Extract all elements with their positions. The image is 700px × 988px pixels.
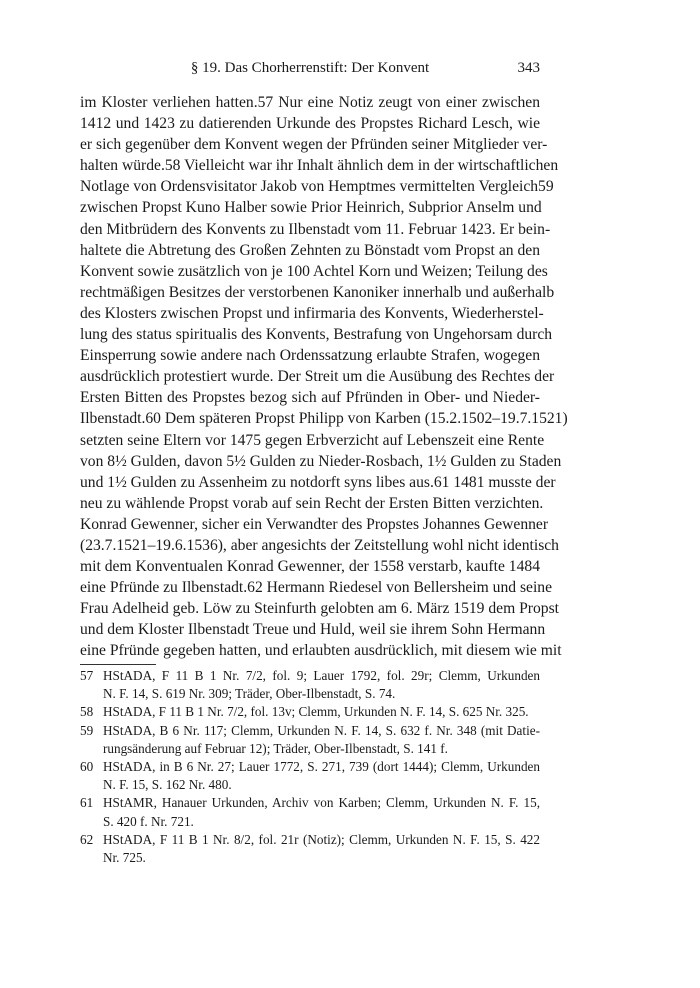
footnote-number: 59	[80, 722, 94, 738]
footnote-text: HStADA, B 6 Nr. 117; Clemm, Urkunden N. F. 14, S. 632 f. Nr. 348 (mit Datie-	[103, 722, 540, 738]
footnote-line	[80, 776, 540, 794]
footnote-number: 57	[80, 668, 94, 683]
text-line: er sich gegenüber dem Konvent wegen der Pfründen seiner Mitglieder ver-	[80, 136, 548, 154]
footnote-line	[80, 703, 540, 721]
text-line: Notlage von Ordensvisitator Jakob von Hemptmes vermittelten Vergleich59	[80, 178, 554, 196]
running-head-title: § 19. Das Chorherrenstift: Der Konvent	[190, 60, 430, 76]
text-line: (23.7.1521–19.6.1536), aber angesichts der Zeitstellung wohl nicht identisch	[80, 536, 559, 554]
text-line: Konrad Gewenner, sicher ein Verwandter des Propstes Johannes Gewenner	[80, 515, 549, 533]
footnote-line	[80, 813, 540, 831]
footnote-line	[80, 758, 540, 776]
text-line: setzten seine Eltern vor 1475 gegen Erbverzicht auf Lebenszeit eine Rente	[80, 431, 545, 449]
footnote-text: HStADA, F 11 B 1 Nr. 7/2, fol. 13v; Clemm, Urkunden N. F. 14, S. 625 Nr. 325.	[103, 704, 529, 720]
text-line: zwischen Propst Kuno Halber sowie Prior Heinrich, Subprior Anselm und	[80, 199, 542, 217]
footnote-text: HStADA, in B 6 Nr. 27; Lauer 1772, S. 271, 739 (dort 1444); Clemm, Urkunden	[103, 758, 540, 774]
footnote-text: N. F. 14, S. 619 Nr. 309; Träder, Ober-Ilbenstadt, S. 74.	[103, 686, 396, 702]
text-line: des Klosters zwischen Propst und infirmaria des Konvents, Wiederherstel-	[80, 304, 544, 322]
footnote-line	[80, 831, 540, 849]
footnote-line	[80, 667, 540, 685]
footnote-number: 62	[80, 831, 94, 847]
footnote-text: N. F. 15, S. 162 Nr. 480.	[103, 777, 232, 793]
text-line: und dem Kloster Ilbenstadt Treue und Huld, weil sie ihrem Sohn Hermann	[80, 621, 546, 639]
footnotes	[80, 667, 540, 867]
footnote-line	[80, 849, 540, 867]
page-number: 343	[517, 60, 540, 76]
footnote-text: rungsänderung auf Februar 12); Träder, Ober-Ilbenstadt, S. 141 f.	[103, 740, 448, 756]
text-line: eine Pfründe gegeben hatten, und erlaubten ausdrücklich, mit diesem wie mit	[80, 642, 562, 660]
footnote-line	[80, 685, 540, 703]
text-line: im Kloster verliehen hatten.57 Nur eine Notiz zeugt von einer zwischen	[80, 94, 540, 111]
text-line: und 1½ Gulden zu Assenheim zu notdorft syns libes aus.61 1481 musste der	[80, 473, 556, 491]
footnote-line	[80, 740, 540, 758]
text-line: haltete die Abtretung des Großen Zehnten zu Bönstadt vom Propst an den	[80, 241, 540, 259]
text-line: rechtmäßigen Besitzes der verstorbenen Kanoniker innerhalb und außerhalb	[80, 283, 555, 301]
text-line: 1412 und 1423 zu datierenden Urkunde des Propstes Richard Lesch, wie	[80, 115, 540, 133]
text-line: den Mitbrüdern des Konvents zu Ilbenstadt vom 11. Februar 1423. Er bein-	[80, 220, 551, 238]
footnote-number: 61	[80, 795, 94, 811]
footnote-number: 58	[80, 704, 94, 720]
footnote-separator	[80, 664, 156, 665]
text-line: Konvent sowie zusätzlich von je 100 Achtel Korn und Weizen; Teilung des	[80, 262, 548, 280]
main-text	[80, 92, 568, 662]
footnote-text: HStADA, F 11 B 1 Nr. 7/2, fol. 9; Lauer 1792, fol. 29r; Clemm, Urkunden	[103, 668, 540, 683]
text-line: neu zu wählende Propst vorab auf sein Recht der Ersten Bitten verzichten.	[80, 494, 544, 512]
footnote-text: HStAMR, Hanauer Urkunden, Archiv von Karben; Clemm, Urkunden N. F. 15,	[103, 795, 540, 811]
text-line: Ilbenstadt.60 Dem späteren Propst Philipp von Karben (15.2.1502–19.7.1521)	[80, 410, 568, 428]
text-line: Ersten Bitten des Propstes bezog sich auf Pfründen in Ober- und Nieder-	[80, 389, 540, 407]
footnote-line	[80, 794, 540, 812]
footnote-line	[80, 722, 540, 740]
footnote-text: Nr. 725.	[103, 849, 146, 865]
text-line: eine Pfründe zu Ilbenstadt.62 Hermann Riedesel von Bellersheim und seine	[80, 579, 553, 597]
footnote-text: S. 420 f. Nr. 721.	[103, 813, 194, 829]
footnote-number: 60	[80, 758, 94, 774]
text-line: mit dem Konventualen Konrad Gewenner, der 1558 verstarb, kaufte 1484	[80, 558, 540, 576]
text-line: ausdrücklich protestiert wurde. Der Streit um die Ausübung des Rechtes der	[80, 368, 555, 386]
text-line: von 8½ Gulden, davon 5½ Gulden zu Nieder-Rosbach, 1½ Gulden zu Staden	[80, 452, 562, 470]
footnote-text: HStADA, F 11 B 1 Nr. 8/2, fol. 21r (Notiz); Clemm, Urkunden N. F. 15, S. 422	[103, 831, 540, 847]
text-line: halten würde.58 Vielleicht war ihr Inhalt ähnlich dem in der wirtschaftlichen	[80, 157, 559, 175]
text-line: Einsperrung sowie andere nach Ordenssatzung erlaubte Strafen, wogegen	[80, 347, 540, 365]
text-line: lung des status spiritualis des Konvents, Bestrafung von Ungehorsam durch	[80, 326, 553, 344]
text-line: Frau Adelheid geb. Löw zu Steinfurth gelobten am 6. März 1519 dem Propst	[80, 600, 559, 618]
